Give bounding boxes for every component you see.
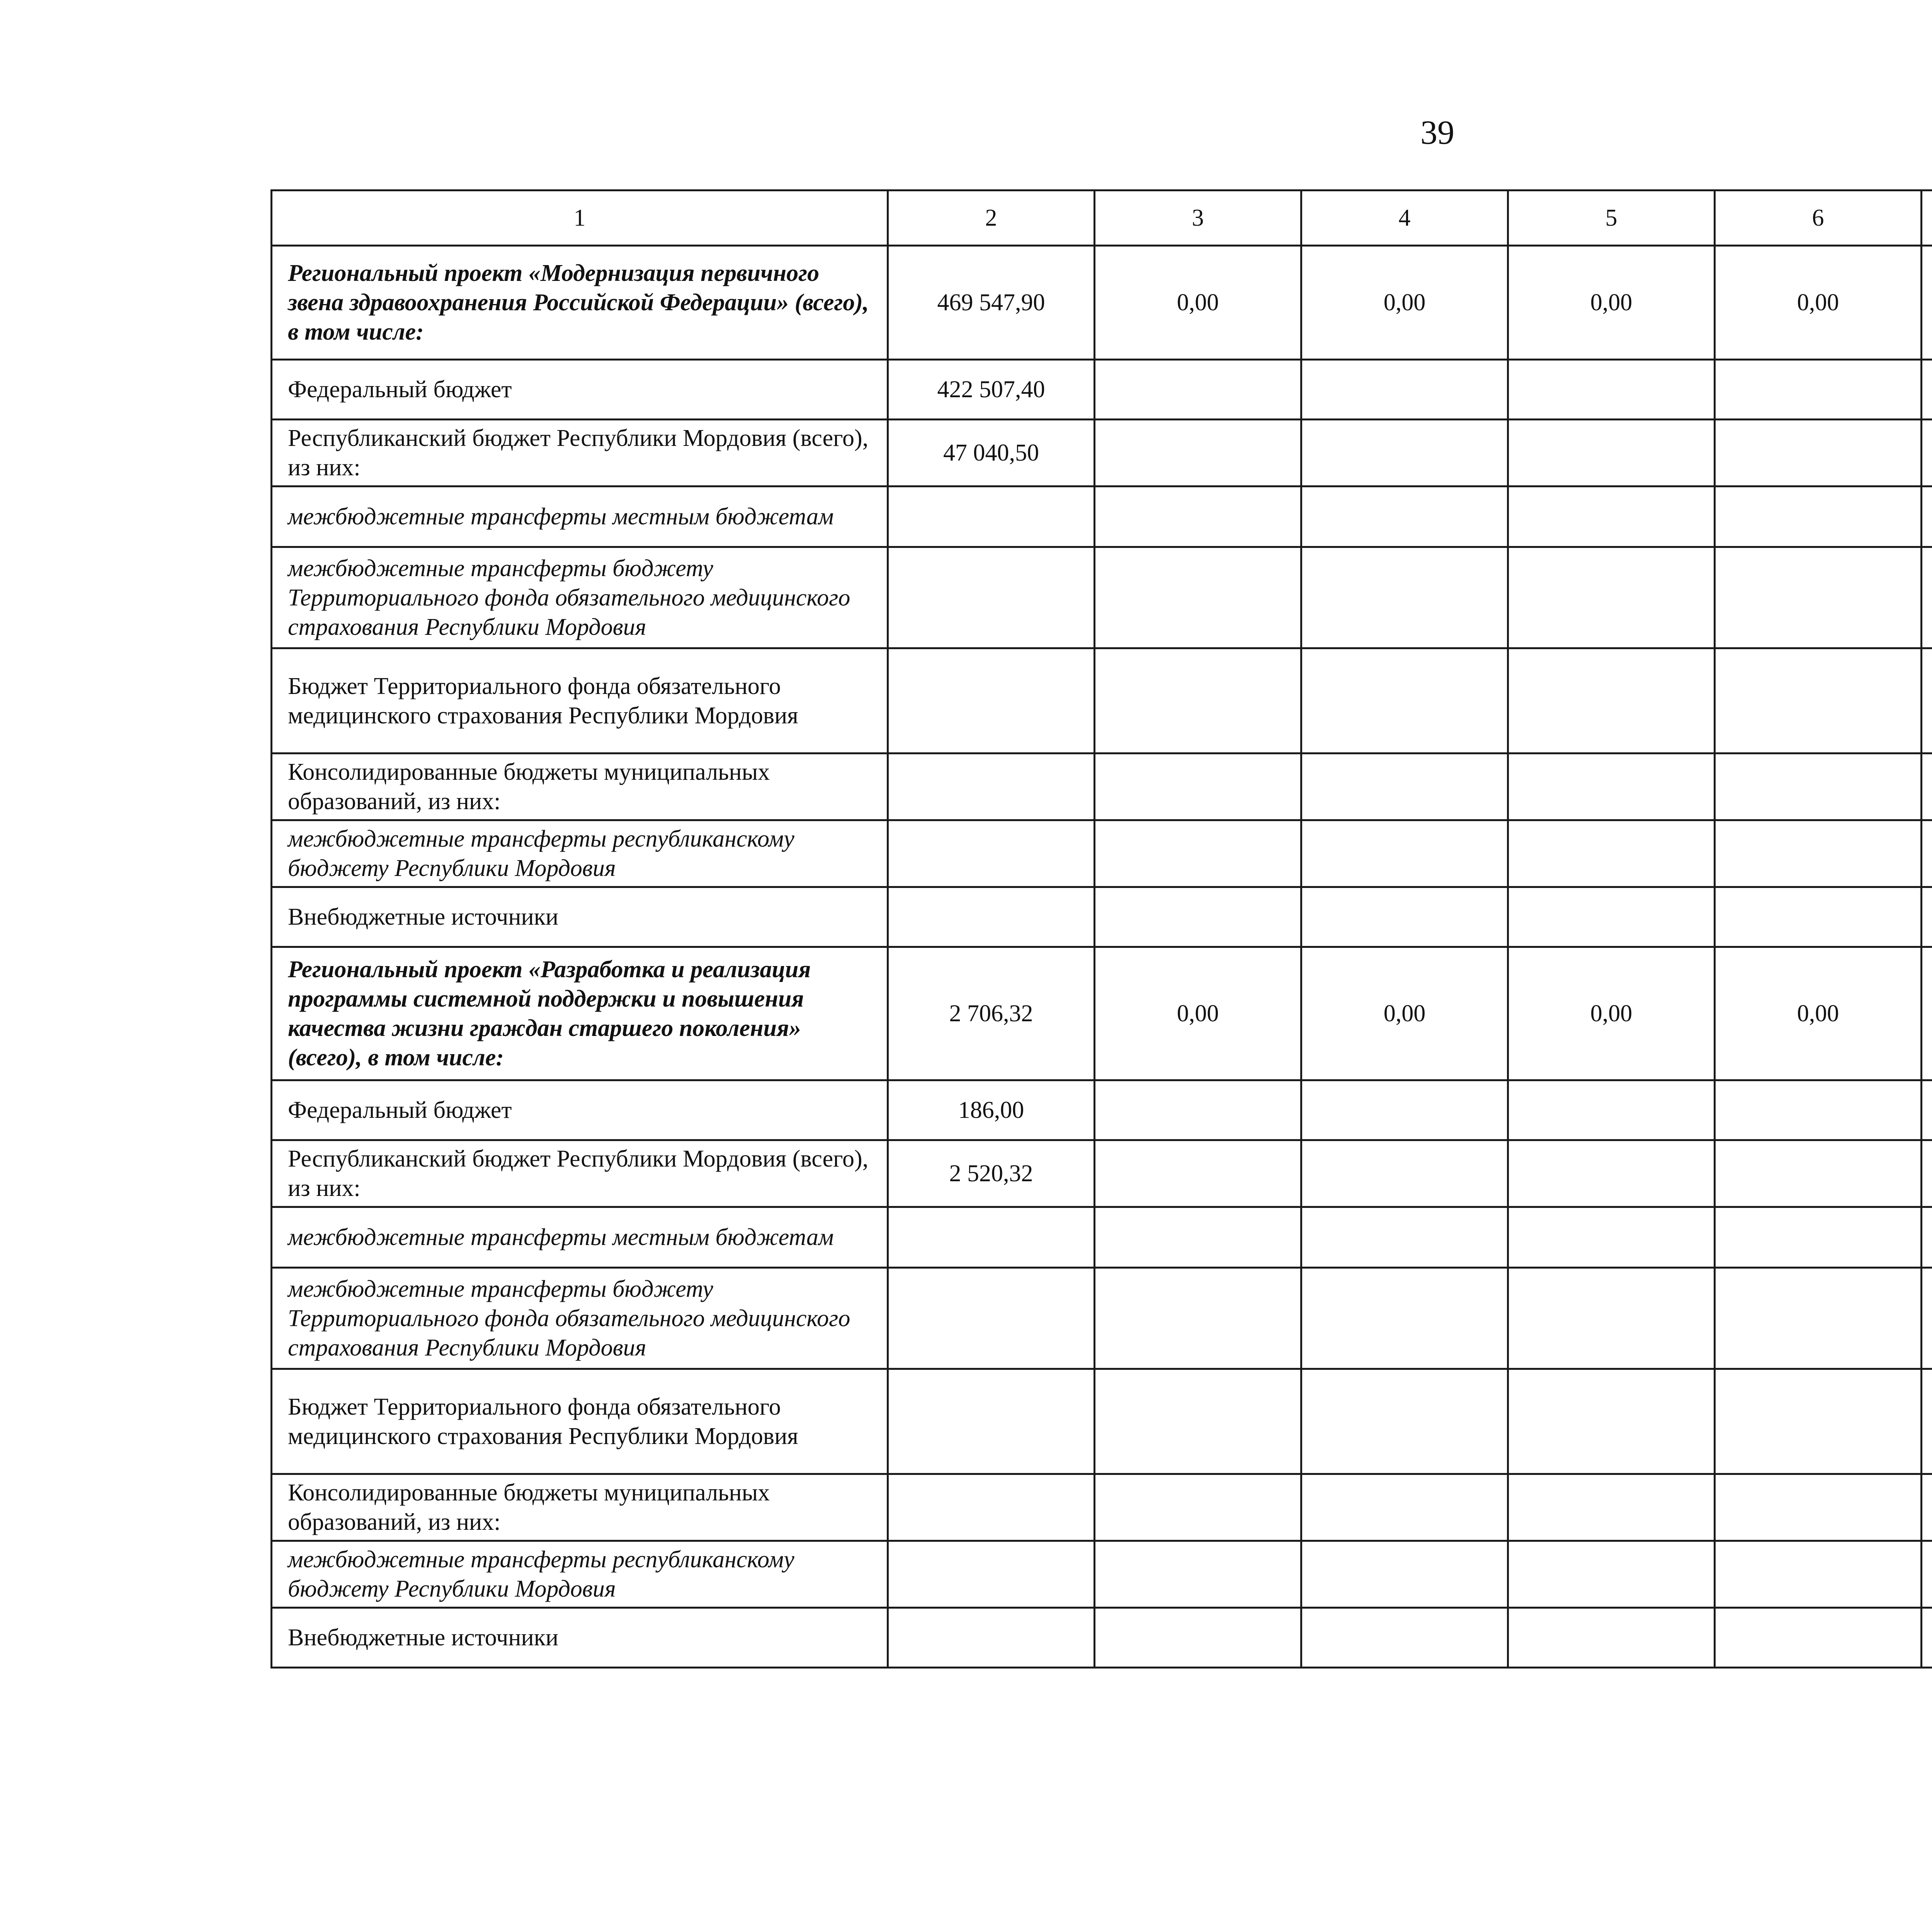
cell-col-5: [1508, 1608, 1715, 1668]
cell-col-4: [1301, 1474, 1508, 1541]
cell-col-7: [1922, 947, 1932, 1080]
cell-col-3: [1095, 648, 1301, 753]
cell-col-2: 422 507,40: [888, 360, 1095, 420]
cell-col-7: [1922, 1474, 1932, 1541]
cell-col-4: [1301, 1080, 1508, 1140]
table-row: [272, 486, 1932, 547]
table-row: [272, 753, 1932, 820]
cell-col-5: [1508, 1369, 1715, 1474]
table-row: [272, 1140, 1932, 1207]
cell-col-7: [1922, 1541, 1932, 1608]
cell-col-5: 0,00: [1508, 246, 1715, 360]
cell-col-7: [1922, 420, 1932, 486]
budget-table: [270, 189, 1932, 1669]
cell-col-4: [1301, 1207, 1508, 1268]
cell-col-5: [1508, 648, 1715, 753]
cell-col-4: 0,00: [1301, 947, 1508, 1080]
cell-col-6: [1715, 1268, 1922, 1369]
cell-col-2: 469 547,90: [888, 246, 1095, 360]
cell-col-7: [1922, 246, 1932, 360]
project-row: [272, 947, 1932, 1080]
row-label: Консолидированные бюджеты муниципальных образований, из них:: [272, 1474, 888, 1541]
row-label: Республиканский бюджет Республики Мордовия (всего), из них:: [272, 1140, 888, 1207]
row-label: межбюджетные трансферты местным бюджетам: [272, 1207, 888, 1268]
table-row: [272, 420, 1932, 486]
table-row: [272, 1608, 1932, 1668]
row-label: межбюджетные трансферты бюджету Территориального фонда обязательного медицинского страхования Республики Мордовия: [272, 1268, 888, 1369]
cell-col-2: [888, 1207, 1095, 1268]
header-row: [272, 190, 1932, 246]
cell-col-6: [1715, 1474, 1922, 1541]
cell-col-6: 0,00: [1715, 947, 1922, 1080]
cell-col-5: [1508, 1541, 1715, 1608]
table-row: [272, 820, 1932, 887]
cell-col-5: [1508, 547, 1715, 648]
row-label: межбюджетные трансферты бюджету Территориального фонда обязательного медицинского страхования Республики Мордовия: [272, 547, 888, 648]
cell-col-3: [1095, 1541, 1301, 1608]
cell-col-5: [1508, 753, 1715, 820]
cell-col-6: [1715, 360, 1922, 420]
cell-col-6: [1715, 1369, 1922, 1474]
row-label: межбюджетные трансферты республиканскому бюджету Республики Мордовия: [272, 1541, 888, 1608]
cell-col-7: [1922, 1080, 1932, 1140]
cell-col-5: 0,00: [1508, 947, 1715, 1080]
cell-col-5: [1508, 1080, 1715, 1140]
cell-col-7: [1922, 1608, 1932, 1668]
table-row: [272, 360, 1932, 420]
cell-col-5: [1508, 420, 1715, 486]
cell-col-7: [1922, 547, 1932, 648]
cell-col-4: [1301, 1608, 1508, 1668]
cell-col-4: [1301, 420, 1508, 486]
cell-col-3: [1095, 1369, 1301, 1474]
cell-col-6: [1715, 547, 1922, 648]
row-label: Бюджет Территориального фонда обязательного медицинского страхования Республики Мордовия: [272, 648, 888, 753]
cell-col-3: [1095, 1207, 1301, 1268]
cell-col-3: [1095, 486, 1301, 547]
cell-col-3: 0,00: [1095, 246, 1301, 360]
cell-col-4: [1301, 486, 1508, 547]
cell-col-7: [1922, 753, 1932, 820]
cell-col-6: [1715, 1140, 1922, 1207]
cell-col-2: 186,00: [888, 1080, 1095, 1140]
cell-col-2: [888, 1474, 1095, 1541]
cell-col-3: [1095, 547, 1301, 648]
cell-col-4: [1301, 887, 1508, 947]
cell-col-3: [1095, 1268, 1301, 1369]
cell-col-6: [1715, 1608, 1922, 1668]
row-label: Региональный проект «Модернизация первичного звена здравоохранения Российской Федерации» (всего), в том числе:: [272, 246, 888, 360]
cell-col-2: [888, 648, 1095, 753]
cell-col-2: 2 520,32: [888, 1140, 1095, 1207]
cell-col-7: [1922, 486, 1932, 547]
cell-col-4: 0,00: [1301, 246, 1508, 360]
cell-col-2: [888, 1541, 1095, 1608]
cell-col-2: [888, 486, 1095, 547]
table-row: [272, 1080, 1932, 1140]
cell-col-3: [1095, 1608, 1301, 1668]
row-label: Федеральный бюджет: [272, 360, 888, 420]
cell-col-7: [1922, 1140, 1932, 1207]
cell-col-5: [1508, 1140, 1715, 1207]
table-row: [272, 1474, 1932, 1541]
column-header-5: 5: [1508, 190, 1715, 246]
row-label: межбюджетные трансферты местным бюджетам: [272, 486, 888, 547]
table-body: [272, 246, 1932, 1668]
cell-col-3: [1095, 1474, 1301, 1541]
table-row: [272, 648, 1932, 753]
cell-col-7: [1922, 1207, 1932, 1268]
cell-col-4: [1301, 648, 1508, 753]
column-header-1: 1: [272, 190, 888, 246]
table-row: [272, 1369, 1932, 1474]
table-row: [272, 1268, 1932, 1369]
cell-col-7: [1922, 1268, 1932, 1369]
cell-col-5: [1508, 360, 1715, 420]
cell-col-2: [888, 753, 1095, 820]
table-row: [272, 547, 1932, 648]
row-label: Федеральный бюджет: [272, 1080, 888, 1140]
cell-col-3: [1095, 1080, 1301, 1140]
cell-col-6: [1715, 1080, 1922, 1140]
cell-col-7: [1922, 820, 1932, 887]
row-label: Внебюджетные источники: [272, 1608, 888, 1668]
cell-col-3: 0,00: [1095, 947, 1301, 1080]
cell-col-5: [1508, 1207, 1715, 1268]
column-header-6: 6: [1715, 190, 1922, 246]
cell-col-5: [1508, 1474, 1715, 1541]
cell-col-5: [1508, 887, 1715, 947]
row-label: Внебюджетные источники: [272, 887, 888, 947]
cell-col-2: [888, 547, 1095, 648]
cell-col-4: [1301, 547, 1508, 648]
table-row: [272, 1207, 1932, 1268]
cell-col-2: 2 706,32: [888, 947, 1095, 1080]
cell-col-2: [888, 1369, 1095, 1474]
cell-col-5: [1508, 820, 1715, 887]
cell-col-5: [1508, 1268, 1715, 1369]
cell-col-4: [1301, 1369, 1508, 1474]
column-header-3: 3: [1095, 190, 1301, 246]
cell-col-7: [1922, 648, 1932, 753]
cell-col-3: [1095, 420, 1301, 486]
cell-col-4: [1301, 1268, 1508, 1369]
cell-col-7: [1922, 887, 1932, 947]
cell-col-6: [1715, 1541, 1922, 1608]
cell-col-2: [888, 1608, 1095, 1668]
row-label: Консолидированные бюджеты муниципальных образований, из них:: [272, 753, 888, 820]
cell-col-6: 0,00: [1715, 246, 1922, 360]
table-row: [272, 887, 1932, 947]
cell-col-2: [888, 1268, 1095, 1369]
row-label: межбюджетные трансферты республиканскому бюджету Республики Мордовия: [272, 820, 888, 887]
cell-col-2: [888, 887, 1095, 947]
column-header-2: 2: [888, 190, 1095, 246]
cell-col-6: [1715, 486, 1922, 547]
cell-col-5: [1508, 486, 1715, 547]
cell-col-4: [1301, 360, 1508, 420]
row-label: Региональный проект «Разработка и реализация программы системной поддержки и повышения качества жизни граждан старшего поколения» (всего), в том числе:: [272, 947, 888, 1080]
cell-col-3: [1095, 887, 1301, 947]
project-row: [272, 246, 1932, 360]
cell-col-2: 47 040,50: [888, 420, 1095, 486]
cell-col-6: [1715, 420, 1922, 486]
cell-col-4: [1301, 1541, 1508, 1608]
cell-col-6: [1715, 753, 1922, 820]
cell-col-4: [1301, 820, 1508, 887]
table-row: [272, 1541, 1932, 1608]
page-number: 39: [1420, 114, 1454, 151]
column-header-7: [1922, 190, 1932, 246]
column-header-4: 4: [1301, 190, 1508, 246]
cell-col-7: [1922, 1369, 1932, 1474]
row-label: Республиканский бюджет Республики Мордовия (всего), из них:: [272, 420, 888, 486]
cell-col-3: [1095, 753, 1301, 820]
cell-col-4: [1301, 753, 1508, 820]
cell-col-7: [1922, 360, 1932, 420]
row-label: Бюджет Территориального фонда обязательного медицинского страхования Республики Мордовия: [272, 1369, 888, 1474]
cell-col-4: [1301, 1140, 1508, 1207]
cell-col-6: [1715, 887, 1922, 947]
cell-col-3: [1095, 1140, 1301, 1207]
cell-col-3: [1095, 820, 1301, 887]
cell-col-6: [1715, 1207, 1922, 1268]
cell-col-6: [1715, 820, 1922, 887]
cell-col-2: [888, 820, 1095, 887]
cell-col-3: [1095, 360, 1301, 420]
cell-col-6: [1715, 648, 1922, 753]
